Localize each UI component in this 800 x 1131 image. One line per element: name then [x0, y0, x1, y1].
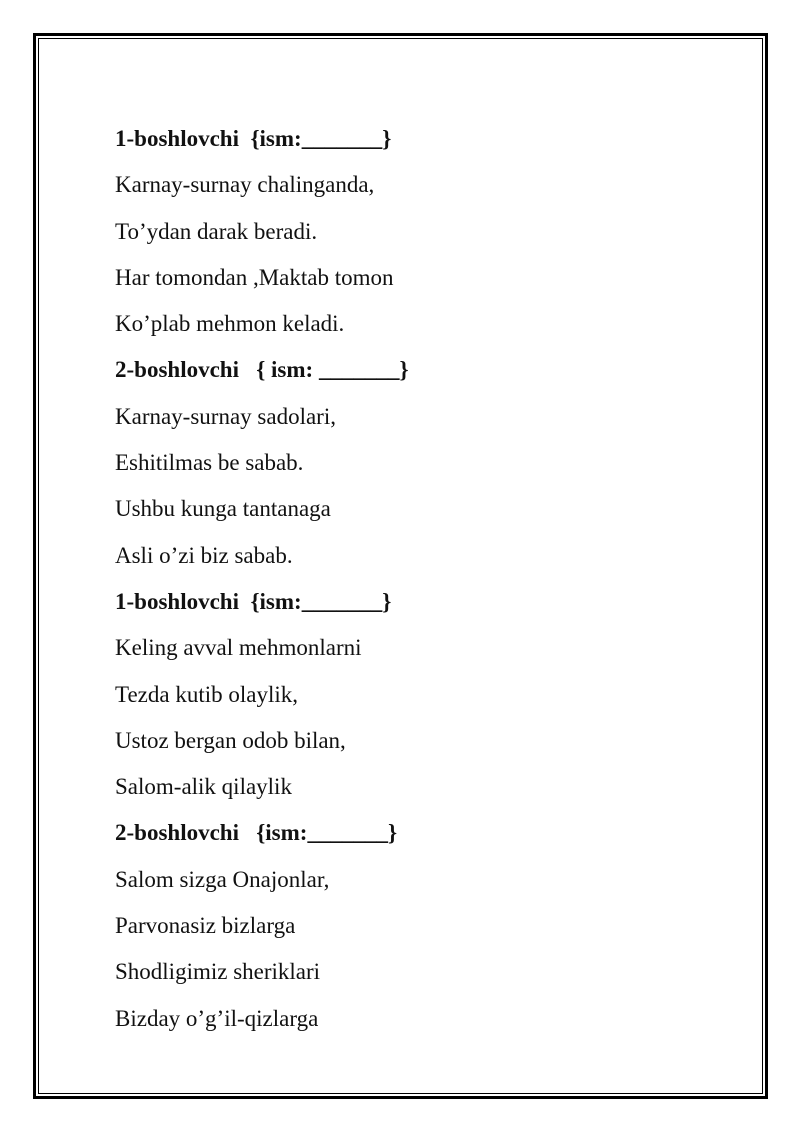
verse-line: Asli o’zi biz sabab. [115, 542, 293, 568]
verse-line: Bizday o’g’il-qizlarga [115, 1005, 319, 1031]
speaker-heading: 1-boshlovchi {ism:_______} [115, 126, 392, 151]
script-text [115, 116, 715, 1042]
verse-line: Tezda kutib olaylik, [115, 681, 298, 707]
verse-line: Keling avval mehmonlarni [115, 635, 362, 661]
verse-line: To’ydan darak beradi. [115, 218, 318, 244]
verse-line: Karnay-surnay chalinganda, [115, 172, 375, 198]
verse-line: Ustoz bergan odob bilan, [115, 727, 346, 753]
verse-line: Parvonasiz bizlarga [115, 913, 296, 939]
verse-line: Har tomondan ,Maktab tomon [115, 264, 394, 290]
verse-line: Karnay-surnay sadolari, [115, 403, 336, 429]
speaker-heading: 2-boshlovchi { ism: _______} [115, 357, 409, 383]
verse-line: Eshitilmas be sabab. [115, 450, 304, 476]
verse-line: Salom sizga Onajonlar, [115, 866, 330, 892]
verse-line: Ko’plab mehmon keladi. [115, 311, 345, 337]
speaker-heading: 2-boshlovchi {ism:_______} [115, 820, 398, 846]
verse-line: Salom-alik qilaylik [115, 774, 292, 800]
speaker-heading: 1-boshlovchi {ism:_______} [115, 588, 392, 614]
verse-line: Shodligimiz sheriklari [115, 959, 321, 985]
verse-line: Ushbu kunga tantanaga [115, 496, 331, 522]
